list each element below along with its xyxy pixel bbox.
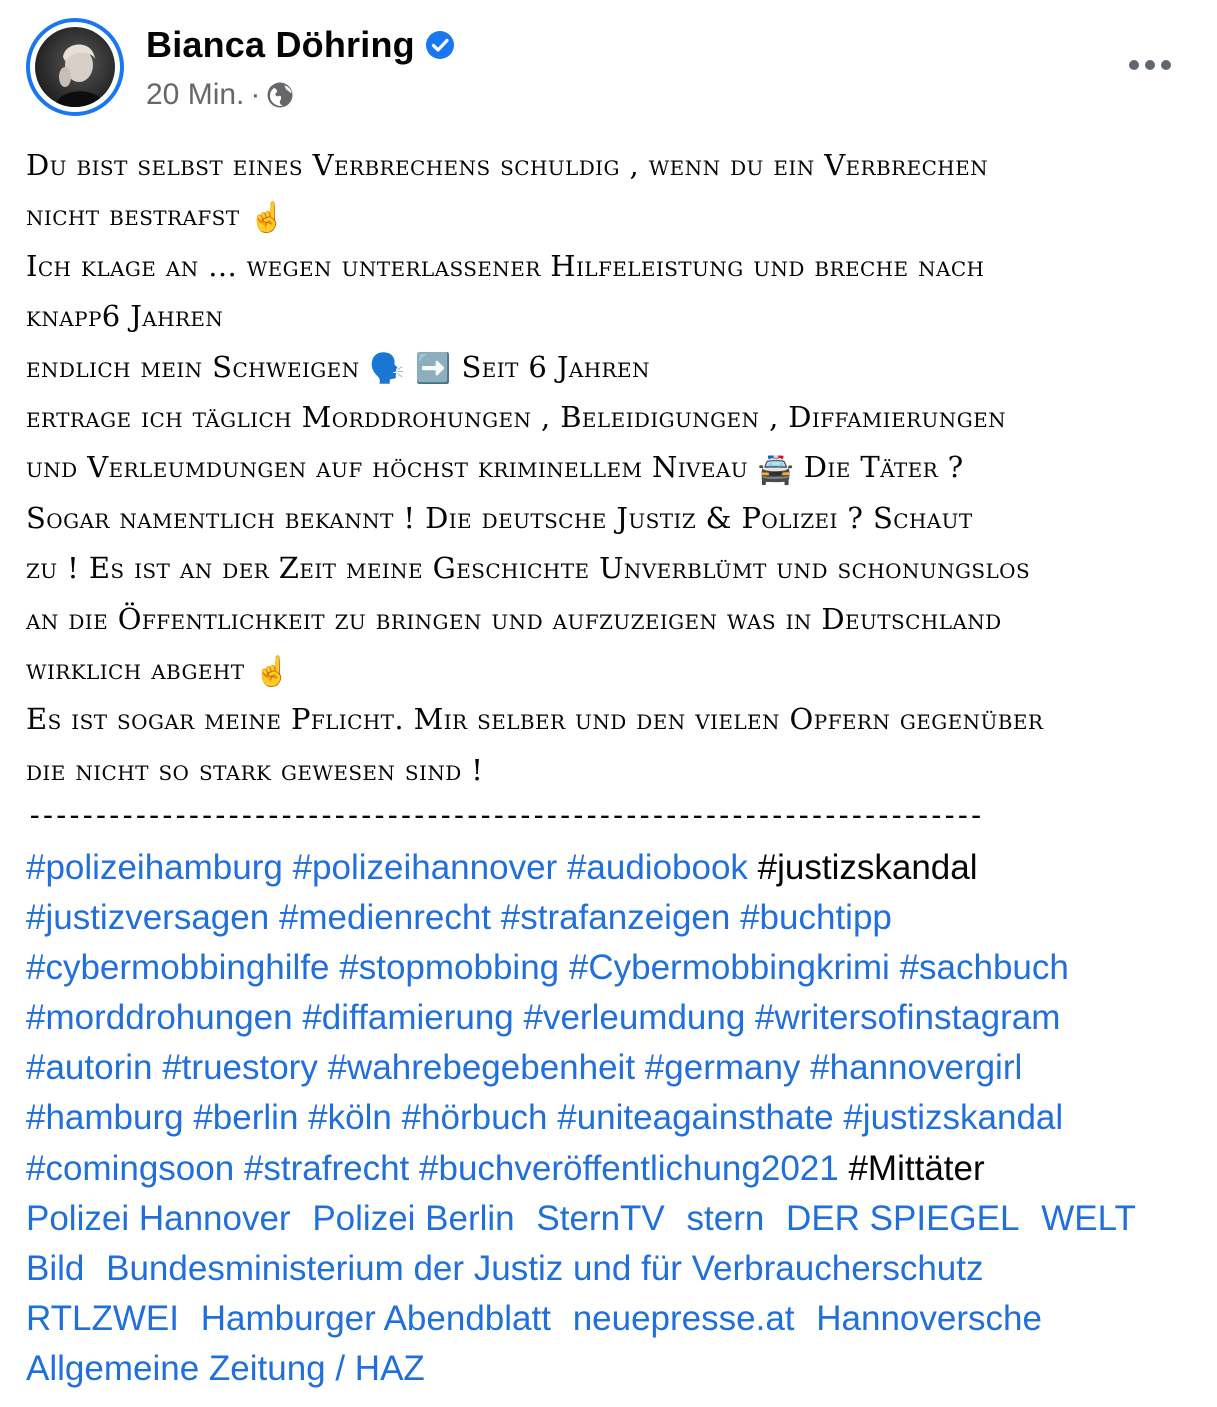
text-line: Es ist sogar meine Pflicht. Mir selber und den vielen Opfern gegenüber	[26, 702, 1044, 737]
hashtag-line	[26, 943, 1196, 993]
text-line	[26, 342, 1196, 392]
more-options-button[interactable]	[1118, 40, 1182, 90]
mention-link[interactable]: Bundesministerium der Justiz und für Verbraucherschutz	[106, 1248, 984, 1288]
hashtag-link[interactable]: #comingsoon	[26, 1148, 235, 1188]
author-name[interactable]: Bianca Döhring	[146, 24, 415, 65]
post-timestamp[interactable]: 20 Min.	[146, 78, 245, 111]
mention-line	[26, 1194, 1196, 1244]
hashtag-link[interactable]: #autorin	[26, 1048, 153, 1088]
hashtag-link[interactable]: #stopmobbing	[339, 948, 560, 988]
text-segment: Seit 6 Jahren	[461, 349, 650, 384]
text-line	[26, 644, 1196, 694]
post-text	[26, 140, 1196, 795]
mention-link[interactable]: WELT	[1041, 1198, 1136, 1238]
mention-link[interactable]: neuepresse.at	[572, 1298, 795, 1338]
globe-icon[interactable]	[266, 81, 294, 109]
text-segment: und Verleumdungen auf höchst kriminellem Niveau	[26, 450, 748, 485]
hashtag-link[interactable]: #writersofinstagram	[755, 998, 1061, 1038]
text-segment: nicht bestrafst	[26, 198, 240, 233]
dashed-divider: ------------------------------------------------------------------------	[26, 798, 981, 832]
hashtags	[26, 843, 1196, 1394]
hashtag-link[interactable]: #justizskandal	[843, 1098, 1064, 1138]
avatar[interactable]	[26, 18, 124, 116]
pointing-finger-icon: ☝️	[254, 653, 291, 688]
mention-line	[26, 1244, 1196, 1294]
hashtag-link[interactable]: #morddrohungen	[26, 998, 293, 1038]
hashtag-link[interactable]: #Cybermobbingkrimi	[568, 948, 890, 988]
hashtag-link[interactable]: #buchtipp	[740, 898, 892, 938]
hashtag-link[interactable]: #truestory	[162, 1048, 318, 1088]
post-meta	[146, 78, 294, 112]
hashtag-link[interactable]: #berlin	[193, 1098, 299, 1138]
mention-link[interactable]: DER SPIEGEL	[786, 1198, 1020, 1238]
mention-link[interactable]: Hannoversche	[816, 1298, 1042, 1338]
hashtag-link[interactable]: #köln	[308, 1098, 392, 1138]
text-segment: wirklich abgeht	[26, 651, 245, 686]
hashtag-link[interactable]: #wahrebegebenheit	[327, 1048, 636, 1088]
hashtag-link[interactable]: #strafrecht	[243, 1148, 410, 1188]
hashtag-link[interactable]: #justizversagen	[26, 898, 270, 938]
hashtag-link[interactable]: #hamburg	[26, 1098, 184, 1138]
hashtag-line	[26, 993, 1196, 1043]
hashtag-line	[26, 1144, 1196, 1194]
text-segment: Die Täter ?	[803, 450, 964, 485]
mention-link[interactable]: stern	[686, 1198, 765, 1238]
mention-line	[26, 1294, 1196, 1344]
hashtag-link[interactable]: #strafanzeigen	[500, 898, 731, 938]
pointing-finger-icon: ☝️	[249, 200, 286, 235]
text-line	[26, 442, 1196, 492]
text-line: Ich klage an ... wegen unterlassener Hilfeleistung und breche nach	[26, 248, 985, 283]
police-car-icon: 🚔	[757, 452, 795, 487]
mention-link[interactable]: RTLZWEI	[26, 1298, 179, 1338]
hashtag-line	[26, 843, 1196, 893]
mention-link[interactable]: Polizei Hannover	[26, 1198, 291, 1238]
mention-line	[26, 1344, 1196, 1394]
speaking-head-icon: 🗣️	[369, 351, 406, 386]
author-row	[146, 24, 455, 66]
text-line: an die Öffentlichkeit zu bringen und aufzuzeigen was in Deutschland	[26, 601, 1002, 636]
hashtag-link[interactable]: #verleumdung	[523, 998, 746, 1038]
right-arrow-icon: ➡️	[415, 351, 452, 386]
more-options-icon	[1128, 59, 1172, 71]
hashtag-line	[26, 1093, 1196, 1143]
mention-link[interactable]: Polizei Berlin	[312, 1198, 515, 1238]
mention-link[interactable]: Allgemeine Zeitung / HAZ	[26, 1348, 425, 1388]
hashtag-link[interactable]: #germany	[644, 1048, 801, 1088]
hashtag-line	[26, 1043, 1196, 1093]
hashtag-link[interactable]: #medienrecht	[278, 898, 492, 938]
hashtag-link[interactable]: #polizeihannover	[292, 848, 558, 887]
profile-photo-figure	[35, 27, 115, 107]
hashtag-link[interactable]: #audiobook	[566, 848, 748, 887]
hashtag-text: #justizskandal	[757, 848, 978, 887]
text-line: ertrage ich täglich Morddrohungen , Beleidigungen , Diffamierungen	[26, 399, 1006, 434]
hashtag-link[interactable]: #hannovergirl	[810, 1048, 1023, 1088]
text-segment: endlich mein Schweigen	[26, 349, 360, 384]
verified-badge-icon	[425, 30, 455, 60]
hashtag-link[interactable]: #buchveröffentlichung2021	[419, 1148, 839, 1188]
profile-photo	[35, 27, 115, 107]
meta-separator: ·	[250, 78, 261, 111]
hashtag-link[interactable]: #cybermobbinghilfe	[26, 948, 330, 988]
mention-link[interactable]: Hamburger Abendblatt	[200, 1298, 551, 1338]
mention-link[interactable]: SternTV	[536, 1198, 665, 1238]
text-line: die nicht so stark gewesen sind !	[26, 752, 484, 787]
text-line	[26, 190, 1196, 240]
text-line: Sogar namentlich bekannt ! Die deutsche Justiz & Polizei ? Schaut	[26, 500, 973, 535]
text-line: Du bist selbst eines Verbrechens schuldig , wenn du ein Verbrechen	[26, 148, 989, 182]
hashtag-link[interactable]: #diffamierung	[302, 998, 514, 1038]
hashtag-text: #Mittäter	[848, 1148, 985, 1188]
text-line: zu ! Es ist an der Zeit meine Geschichte Unverblümt und schonungslos	[26, 551, 1031, 586]
hashtag-line	[26, 893, 1196, 943]
hashtag-link[interactable]: #uniteagainsthate	[557, 1098, 834, 1138]
hashtag-link[interactable]: #polizeihamburg	[26, 848, 283, 887]
mention-link[interactable]: Bild	[26, 1248, 85, 1288]
hashtag-link[interactable]: #sachbuch	[899, 948, 1069, 988]
hashtag-link[interactable]: #hörbuch	[401, 1098, 548, 1138]
text-line: knapp6 Jahren	[26, 299, 224, 334]
